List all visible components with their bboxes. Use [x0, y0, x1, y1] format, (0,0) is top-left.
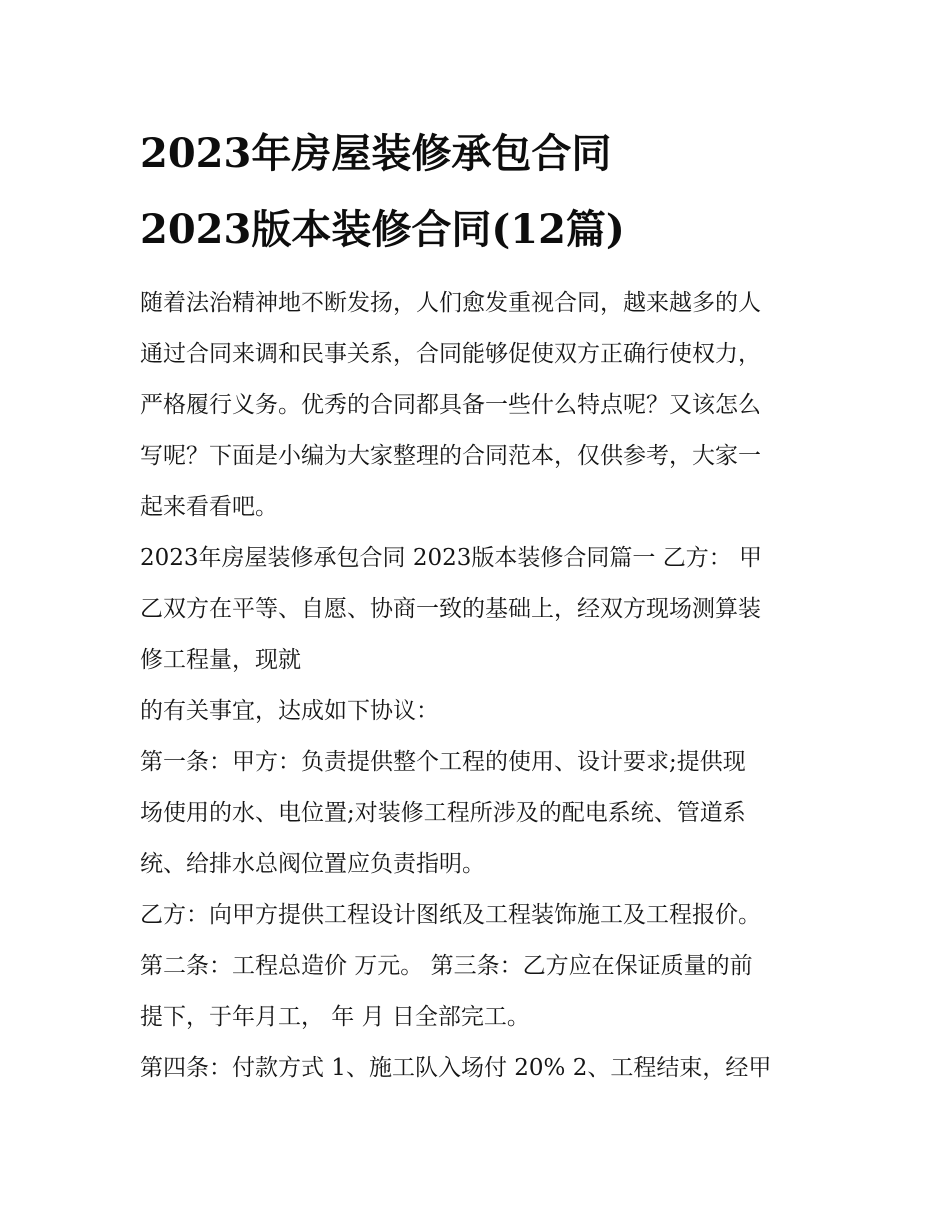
- body-line: 第一条：甲方：负责提供整个工程的使用、设计要求;提供现: [140, 749, 746, 775]
- body-line: 2023年房屋装修承包合同 2023版本装修合同篇一 乙方： 甲: [140, 545, 762, 571]
- body-line: 乙方：向甲方提供工程设计图纸及工程装饰施工及工程报价。: [140, 902, 761, 928]
- body-line: 通过合同来调和民事关系，合同能够促使双方正确行使权力，: [140, 341, 761, 367]
- title-line-1: 2023年房屋装修承包合同: [140, 130, 612, 177]
- body-line: 统、给排水总阀位置应负责指明。: [140, 851, 485, 877]
- body-line: 乙双方在平等、自愿、协商一致的基础上，经双方现场测算装: [140, 596, 761, 622]
- document-title: [140, 116, 840, 268]
- body-line: 起来看看吧。: [140, 494, 278, 520]
- body-line: 提下，于年月工， 年 月 日全部完工。: [140, 1004, 530, 1030]
- body-line: 随着法治精神地不断发扬，人们愈发重视合同，越来越多的人: [140, 290, 761, 316]
- title-line-2: 2023版本装修合同(12篇): [140, 206, 625, 253]
- body-line: 第四条：付款方式 1、施工队入场付 20% 2、工程结束，经甲: [140, 1055, 772, 1081]
- body-line: 的有关事宜，达成如下协议：: [140, 698, 439, 724]
- body-line: 第二条：工程总造价 万元。 第三条：乙方应在保证质量的前: [140, 953, 753, 979]
- document-body: [140, 278, 820, 1094]
- body-line: 修工程量，现就: [140, 647, 301, 673]
- body-line: 场使用的水、电位置;对装修工程所涉及的配电系统、管道系: [140, 800, 746, 826]
- body-line: 写呢？下面是小编为大家整理的合同范本，仅供参考，大家一: [140, 443, 761, 469]
- body-line: 严格履行义务。优秀的合同都具备一些什么特点呢？又该怎么: [140, 392, 761, 418]
